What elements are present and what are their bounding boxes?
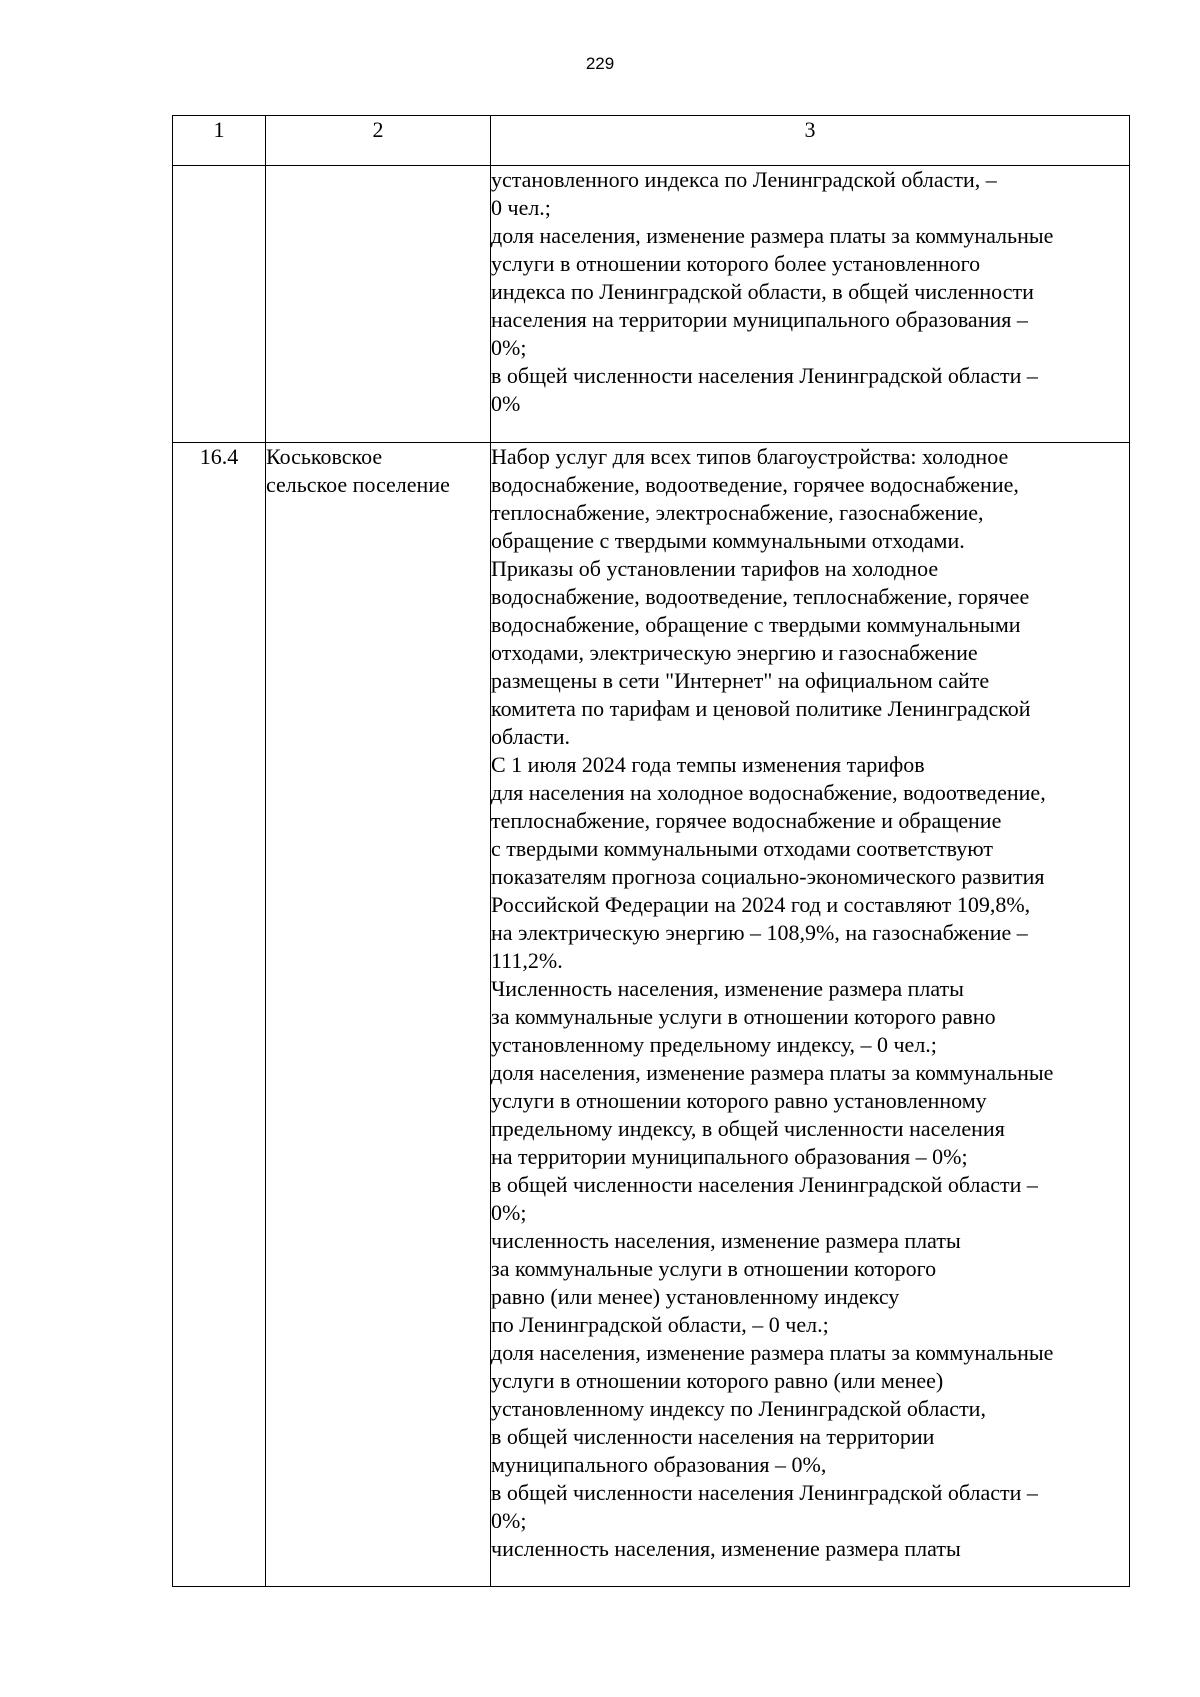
text-line: отходами, электрическую энергию и газоснабжение <box>491 640 978 665</box>
text-line: в общей численности населения Ленинградской области – <box>491 363 1038 388</box>
text-line: Приказы об установлении тарифов на холодное <box>491 556 939 581</box>
text-line: 0%; <box>491 335 527 360</box>
document-table <box>172 115 1130 1587</box>
table-row-continuation <box>173 166 1130 443</box>
header-col-2: 2 <box>266 116 491 166</box>
row-number-cell: 16.4 <box>173 443 266 1587</box>
text-line: за коммунальные услуги в отношении которого равно <box>491 1004 996 1029</box>
text-line: за коммунальные услуги в отношении которого <box>491 1256 937 1281</box>
text-line: на территории муниципального образования – 0%; <box>491 1144 968 1169</box>
text-line: 111,2%. <box>491 948 563 973</box>
text-line: 0 чел.; <box>491 195 551 220</box>
text-line: численность населения, изменение размера платы <box>491 1536 961 1561</box>
text-line: сельское поселение <box>266 472 450 497</box>
description-cell <box>491 166 1130 443</box>
text-line: в общей численности населения на территории <box>491 1424 935 1449</box>
text-line: индекса по Ленинградской области, в общей численности <box>491 279 1034 304</box>
text-line: области. <box>491 724 571 749</box>
header-col-3: 3 <box>491 116 1130 166</box>
settlement-name-cell <box>266 443 491 1587</box>
text-line: населения на территории муниципального образования – <box>491 307 1028 332</box>
text-line: услуги в отношении которого равно установленному <box>491 1088 987 1113</box>
text-line: муниципального образования – 0%, <box>491 1452 827 1477</box>
text-line: в общей численности населения Ленинградской области – <box>491 1172 1038 1197</box>
row-number-cell <box>173 166 266 443</box>
text-line: Набор услуг для всех типов благоустройства: холодное <box>491 444 1009 469</box>
text-line: водоснабжение, водоотведение, теплоснабжение, горячее <box>491 584 1030 609</box>
text-line: для населения на холодное водоснабжение, водоотведение, <box>491 780 1046 805</box>
text-line: установленному предельному индексу, – 0 чел.; <box>491 1032 937 1057</box>
text-line: предельному индексу, в общей численности населения <box>491 1116 1005 1141</box>
text-line: размещены в сети "Интернет" на официальном сайте <box>491 668 990 693</box>
text-line: численность населения, изменение размера платы <box>491 1228 961 1253</box>
text-line: установленному индексу по Ленинградской области, <box>491 1396 986 1421</box>
text-line: доля населения, изменение размера платы за коммунальные <box>491 1060 1054 1085</box>
text-line: услуги в отношении которого равно (или менее) <box>491 1368 944 1393</box>
text-line: показателям прогноза социально-экономического развития <box>491 864 1045 889</box>
header-col-1: 1 <box>173 116 266 166</box>
settlement-name-cell <box>266 166 491 443</box>
text-line: комитета по тарифам и ценовой политике Ленинградской <box>491 696 1031 721</box>
page-number: 229 <box>585 54 615 73</box>
text-line: Российской Федерации на 2024 год и составляют 109,8%, <box>491 892 1031 917</box>
text-line: в общей численности населения Ленинградской области – <box>491 1480 1038 1505</box>
text-line: теплоснабжение, горячее водоснабжение и обращение <box>491 808 1002 833</box>
description-cell <box>491 443 1130 1587</box>
table-row-16-4 <box>173 443 1130 1587</box>
text-line: 0% <box>491 391 521 416</box>
text-line: водоснабжение, водоотведение, горячее водоснабжение, <box>491 472 1019 497</box>
text-line: 0%; <box>491 1200 527 1225</box>
text-line: установленного индекса по Ленинградской области, – <box>491 167 997 192</box>
text-line: услуги в отношении которого более установленного <box>491 251 981 276</box>
text-line: с твердыми коммунальными отходами соответствуют <box>491 836 994 861</box>
text-line: водоснабжение, обращение с твердыми коммунальными <box>491 612 1021 637</box>
text-line: 0%; <box>491 1508 527 1533</box>
table-header-row <box>173 116 1130 166</box>
text-line: доля населения, изменение размера платы за коммунальные <box>491 223 1054 248</box>
text-line: Коськовское <box>266 444 383 469</box>
text-line: по Ленинградской области, – 0 чел.; <box>491 1312 829 1337</box>
text-line: равно (или менее) установленному индексу <box>491 1284 900 1309</box>
text-line: Численность населения, изменение размера платы <box>491 976 964 1001</box>
text-line: обращение с твердыми коммунальными отходами. <box>491 528 965 553</box>
text-line: доля населения, изменение размера платы за коммунальные <box>491 1340 1054 1365</box>
text-line: на электрическую энергию – 108,9%, на газоснабжение – <box>491 920 1028 945</box>
text-line: теплоснабжение, электроснабжение, газоснабжение, <box>491 500 984 525</box>
text-line: С 1 июля 2024 года темпы изменения тарифов <box>491 752 925 777</box>
